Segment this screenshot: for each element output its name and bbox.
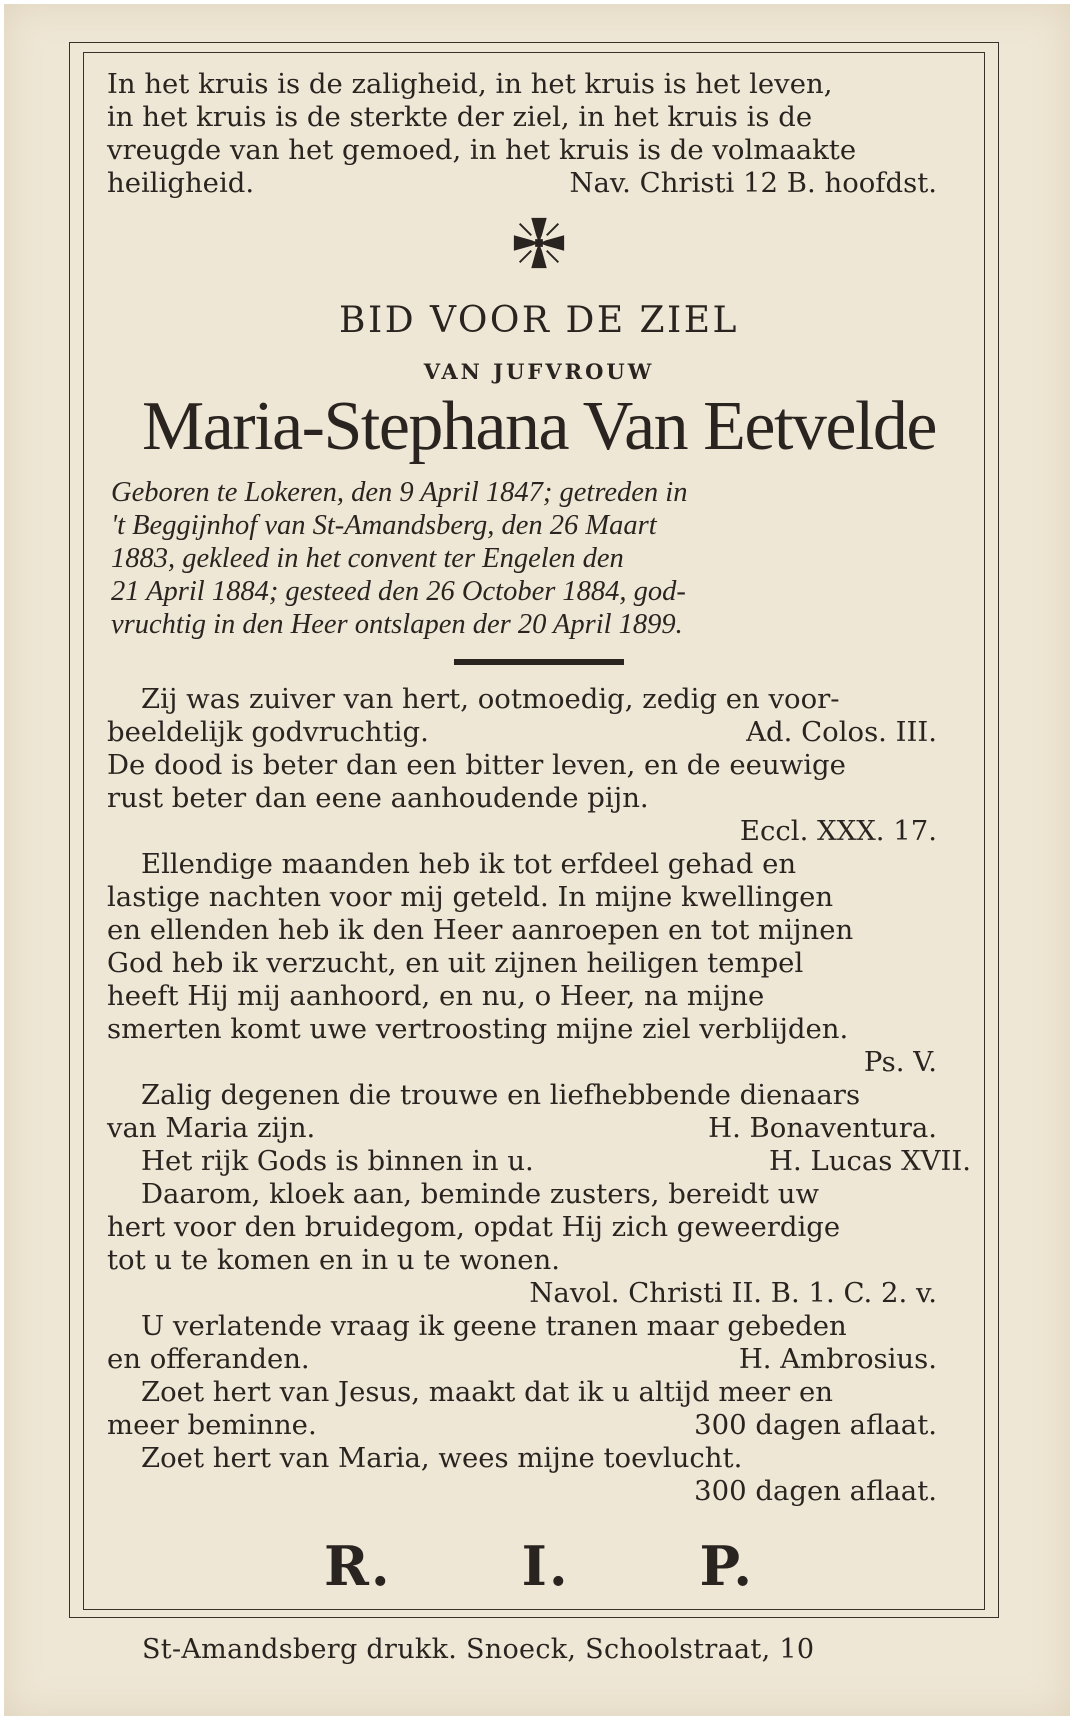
biography-line: vruchtig in den Heer ontslapen der 20 April 1899.	[111, 609, 683, 640]
rip-letter: R.	[324, 1534, 392, 1598]
quote-line: Zoet hert van Jesus, maakt dat ik u altijd meer en	[141, 1376, 833, 1408]
quote-last-line	[107, 1112, 971, 1145]
deceased-name: Maria-Stephana Van Eetvelde	[142, 388, 936, 465]
quote-line: U verlatende vraag ik geene tranen maar gebeden	[141, 1310, 847, 1342]
quote-last-line	[107, 1409, 971, 1442]
quote-text: van Maria zijn.	[107, 1112, 316, 1144]
quote-reference: Ad. Colos. III.	[746, 716, 937, 748]
epigraph-reference: Nav. Christi 12 B. hoofdst.	[569, 167, 937, 199]
biography-line: 1883, gekleed in het convent ter Engelen den	[111, 543, 624, 574]
quote-line: Zalig degenen die trouwe en liefhebbende dienaars	[141, 1079, 861, 1111]
rip-letter: P.	[699, 1534, 754, 1598]
biography	[107, 476, 971, 641]
quote-reference: 300 dagen aflaat.	[694, 1475, 937, 1507]
card-content	[107, 68, 971, 1598]
quote-reference: H. Ambrosius.	[738, 1343, 937, 1375]
quote-line: rust beter dan eene aanhoudende pijn.	[107, 782, 649, 814]
quote-last-line	[107, 1145, 971, 1178]
epigraph-line: In het kruis is de zaligheid, in het kruis is het leven,	[107, 68, 833, 100]
epigraph-line: vreugde van het gemoed, in het kruis is de volmaakte	[107, 134, 857, 166]
quote-text: meer beminne.	[107, 1409, 317, 1441]
quote-line: God heb ik verzucht, en uit zijnen heiligen tempel	[107, 947, 804, 979]
quote-line: tot u te komen en in u te wonen.	[107, 1244, 560, 1276]
quote-line: Zoet hert van Maria, wees mijne toevlucht.	[141, 1442, 743, 1474]
epigraph-last-line	[107, 167, 971, 200]
cross-pattee-icon	[510, 214, 568, 272]
rip-text	[324, 1534, 754, 1598]
quotes	[107, 683, 971, 1508]
epigraph-line: in het kruis is de sterkte der ziel, in het kruis is de	[107, 101, 813, 133]
memorial-card	[4, 4, 1070, 1716]
quote-reference: Eccl. XXX. 17.	[739, 815, 937, 847]
biography-line: 't Beggijnhof van St-Amandsberg, den 26 Maart	[111, 510, 657, 541]
quote-line: smerten komt uwe vertroosting mijne ziel verblijden.	[107, 1013, 849, 1045]
quote-text: Het rijk Gods is binnen in u.	[141, 1145, 534, 1177]
epigraph-last-text: heiligheid.	[107, 167, 255, 199]
quote-last-line	[107, 1343, 971, 1376]
quote-text: beeldelijk godvruchtig.	[107, 716, 429, 748]
epigraph	[107, 68, 971, 200]
divider-bar	[454, 659, 624, 665]
quote-line: Daarom, kloek aan, beminde zusters, bereidt uw	[141, 1178, 819, 1210]
quote-reference: H. Bonaventura.	[708, 1112, 937, 1144]
quote-line: en ellenden heb ik den Heer aanroepen en tot mijnen	[107, 914, 854, 946]
biography-line: Geboren te Lokeren, den 9 April 1847; getreden in	[111, 477, 688, 508]
quote-reference: Ps. V.	[863, 1046, 937, 1078]
quote-line: hert voor den bruidegom, opdat Hij zich geweerdige	[107, 1211, 841, 1243]
biography-line: 21 April 1884; gesteed den 26 October 1884, god-	[111, 576, 686, 607]
quote-line: De dood is beter dan een bitter leven, en de eeuwige	[107, 749, 846, 781]
quote-reference: 300 dagen aflaat.	[694, 1409, 937, 1441]
quote-line: Ellendige maanden heb ik tot erfdeel gehad en	[141, 848, 797, 880]
quote-text: en offeranden.	[107, 1343, 310, 1375]
quote-line: Zij was zuiver van hert, ootmoedig, zedig en voor-	[141, 683, 840, 715]
printer-imprint: St-Amandsberg drukk. Snoeck, Schoolstraat, 10	[142, 1634, 815, 1665]
quote-line: heeft Hij mij aanhoord, en nu, o Heer, na mijne	[107, 980, 765, 1012]
prayer-title: BID VOOR DE ZIEL	[339, 300, 739, 341]
quote-reference: H. Lucas XVII.	[769, 1145, 971, 1177]
rip-letter: I.	[521, 1534, 570, 1598]
quote-reference: Navol. Christi II. B. 1. C. 2. v.	[529, 1277, 937, 1309]
quote-last-line	[107, 716, 971, 749]
quote-line: lastige nachten voor mij geteld. In mijne kwellingen	[107, 881, 834, 913]
prayer-subtitle: VAN JUFVROUW	[423, 359, 655, 384]
